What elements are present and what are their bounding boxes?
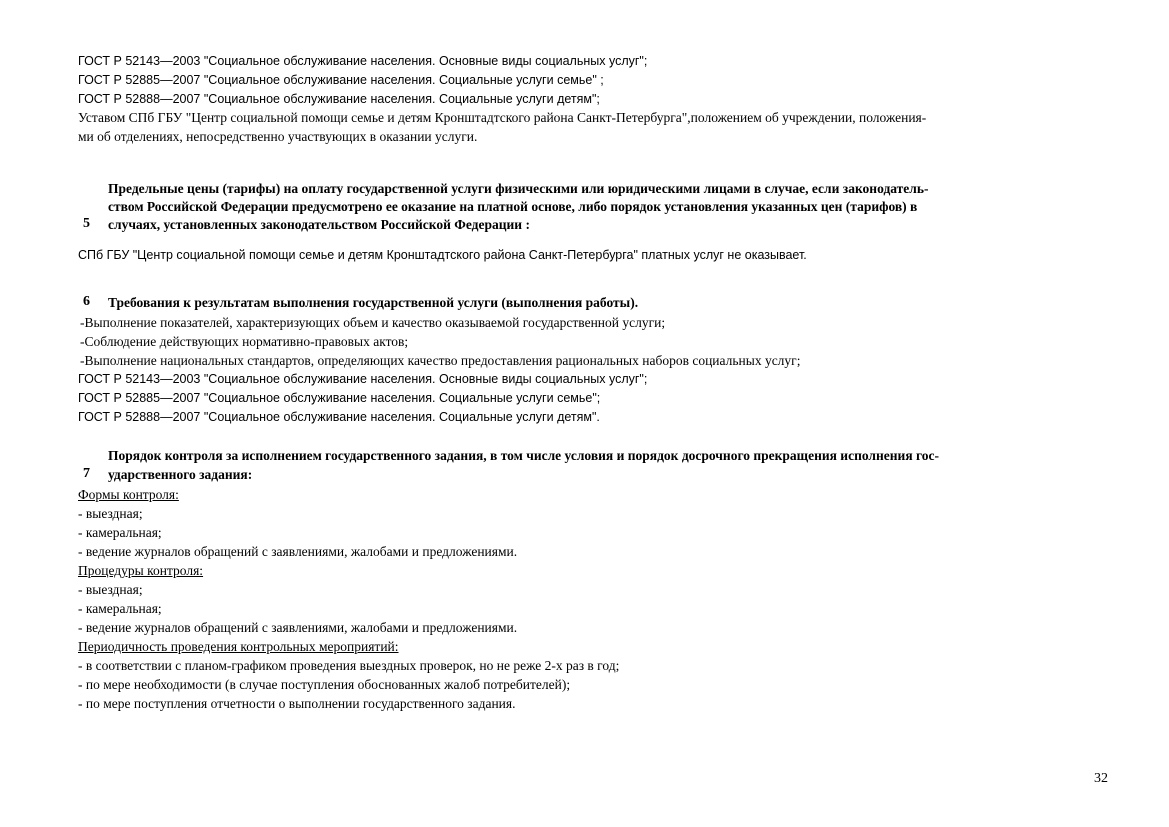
forms-of-control-title: Формы контроля:	[78, 487, 179, 502]
gost-52888-line: ГОСТ Р 52888—2007 "Социальное обслуживание населения. Социальные услуги детям";	[78, 92, 600, 106]
section6-number: 6	[83, 294, 90, 309]
forms-item-desk: - камеральная;	[78, 525, 162, 540]
section6-item3: -Выполнение национальных стандартов, определяющих качество предоставления рациональных наборов социальных услуг;	[80, 353, 801, 368]
procedures-item-onsite: - выездная;	[78, 582, 143, 597]
section6-item2: -Соблюдение действующих нормативно-правовых актов;	[80, 334, 409, 349]
section6-gost-52888: ГОСТ Р 52888—2007 "Социальное обслуживание населения. Социальные услуги детям".	[78, 410, 600, 424]
section7-number: 7	[83, 466, 90, 481]
section5-number: 5	[83, 216, 90, 231]
section5-heading-line2: ством Российской Федерации предусмотрено ее оказание на платной основе, либо порядок установления указанных цен (тарифов) в	[108, 199, 918, 214]
section5-heading-line1: Предельные цены (тарифы) на оплату государственной услуги физическими или юридическими лицами в случае, если законодатель-	[108, 181, 929, 196]
page-number: 32	[1094, 771, 1108, 786]
section5-heading-line3: случаях, установленных законодательством Российской Федерации :	[108, 217, 530, 232]
forms-item-journals: - ведение журналов обращений с заявлениями, жалобами и предложениями.	[78, 544, 518, 559]
forms-item-onsite: - выездная;	[78, 506, 143, 521]
periodicity-item-schedule: - в соответствии с планом-графиком проведения выездных проверок, но не реже 2-х раз в год;	[78, 658, 620, 673]
section6-gost-52143: ГОСТ Р 52143—2003 "Социальное обслуживание населения. Основные виды социальных услуг";	[78, 372, 648, 386]
procedures-title: Процедуры контроля:	[78, 563, 204, 578]
section5-body: СПб ГБУ "Центр социальной помощи семье и детям Кронштадтского района Санкт-Петербурга" платных услуг не оказывает.	[78, 248, 807, 262]
charter-line-cont: ми об отделениях, непосредственно участвующих в оказании услуги.	[78, 129, 478, 144]
procedures-item-desk: - камеральная;	[78, 601, 162, 616]
gost-52143-line: ГОСТ Р 52143—2003 "Социальное обслуживание населения. Основные виды социальных услуг";	[78, 54, 648, 68]
gost-52885-line: ГОСТ Р 52885—2007 "Социальное обслуживание населения. Социальные услуги семье" ;	[78, 73, 604, 87]
section6-item1: -Выполнение показателей, характеризующих объем и качество оказываемой государственной услуги;	[80, 315, 666, 330]
section6-heading: Требования к результатам выполнения государственной услуги (выполнения работы).	[108, 295, 639, 310]
procedures-item-journals: - ведение журналов обращений с заявлениями, жалобами и предложениями.	[78, 620, 518, 635]
periodicity-item-reporting: - по мере поступления отчетности о выполнении государственного задания.	[78, 696, 516, 711]
section7-heading-line1: Порядок контроля за исполнением государственного задания, в том числе условия и порядок досрочного прекращения исполнения гос-	[108, 448, 940, 463]
section7-heading-line2: ударственного задания:	[108, 467, 253, 482]
periodicity-title: Периодичность проведения контрольных мероприятий:	[78, 639, 399, 654]
charter-line: Уставом СПб ГБУ "Центр социальной помощи семье и детям Кронштадтского района Санкт-Петербурга",положением об учреждении, положения-	[78, 110, 927, 125]
section6-gost-52885: ГОСТ Р 52885—2007 "Социальное обслуживание населения. Социальные услуги семье";	[78, 391, 601, 405]
periodicity-item-complaints: - по мере необходимости (в случае поступления обоснованных жалоб потребителей);	[78, 677, 571, 692]
